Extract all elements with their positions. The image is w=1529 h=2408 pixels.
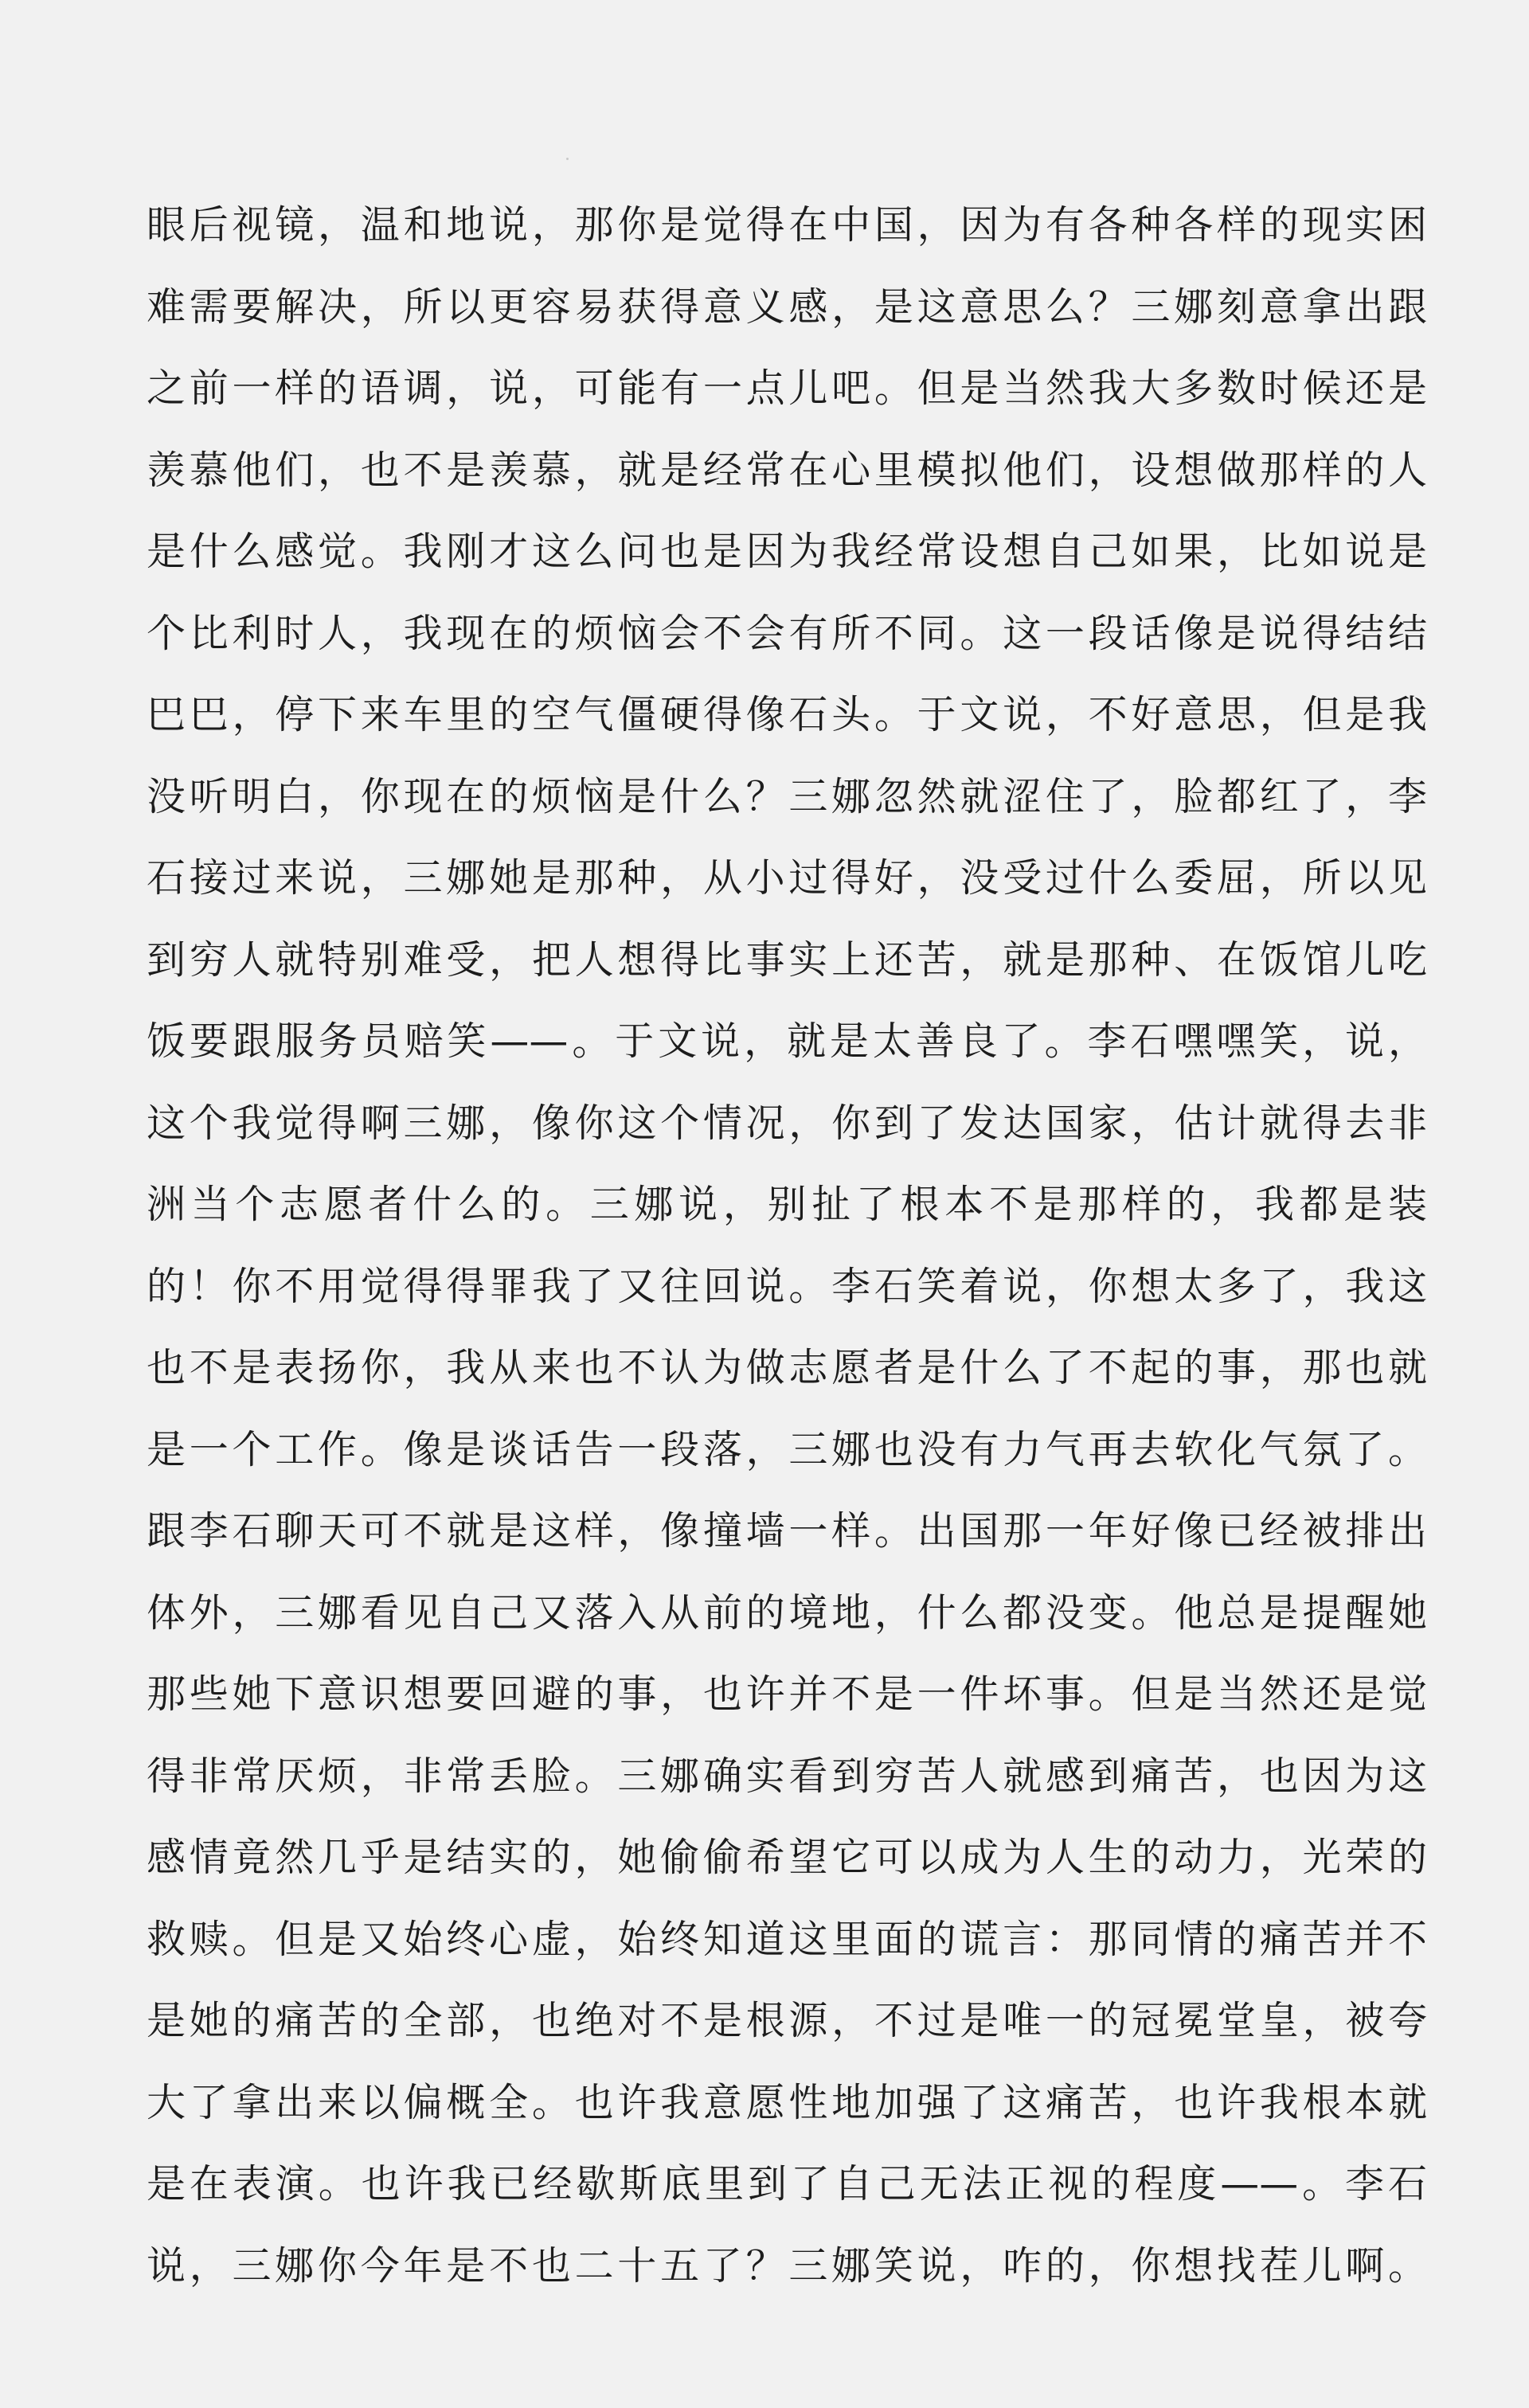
text-line: 跟李石聊天可不就是这样，像撞墙一样。出国那一年好像已经被排出 xyxy=(147,1508,1427,1554)
text-line: 眼后视镜，温和地说，那你是觉得在中国，因为有各种各样的现实困 xyxy=(147,202,1427,248)
text-line: 羡慕他们，也不是羡慕，就是经常在心里模拟他们，设想做那样的人 xyxy=(147,447,1427,493)
text-line: 体外，三娜看见自己又落入从前的境地，什么都没变。他总是提醒她 xyxy=(147,1589,1427,1636)
text-line: 之前一样的语调，说，可能有一点儿吧。但是当然我大多数时候还是 xyxy=(147,366,1427,411)
text-line: 到穷人就特别难受，把人想得比事实上还苦，就是那种、在饭馆儿吃 xyxy=(147,936,1427,983)
text-line: 是她的痛苦的全部，也绝对不是根源，不过是唯一的冠冕堂皇，被夸 xyxy=(147,1998,1427,2043)
paragraph xyxy=(147,185,1427,2307)
text-line: 感情竟然几乎是结实的，她偷偷希望它可以成为人生的动力，光荣的 xyxy=(147,1835,1427,1880)
text-line: 个比利时人，我现在的烦恼会不会有所不同。这一段话像是说得结结 xyxy=(147,610,1427,656)
text-line: 也不是表扬你，我从来也不认为做志愿者是什么了不起的事，那也就 xyxy=(147,1345,1427,1390)
text-line: 饭要跟服务员赔笑——。于文说，就是太善良了。李石嘿嘿笑，说， xyxy=(147,1018,1427,1064)
text-line: 是一个工作。像是谈话告一段落，三娜也没有力气再去软化气氛了。 xyxy=(147,1426,1427,1472)
text-line: 救赎。但是又始终心虚，始终知道这里面的谎言：那同情的痛苦并不 xyxy=(147,1916,1427,1962)
text-line: 大了拿出来以偏概全。也许我意愿性地加强了这痛苦，也许我根本就 xyxy=(147,2079,1427,2125)
text-line: 没听明白，你现在的烦恼是什么？三娜忽然就涩住了，脸都红了，李 xyxy=(147,773,1427,819)
text-line: 是什么感觉。我刚才这么问也是因为我经常设想自己如果，比如说是 xyxy=(147,529,1427,574)
text-line: 洲当个志愿者什么的。三娜说，别扯了根本不是那样的，我都是装 xyxy=(147,1182,1427,1227)
text-line: 石接过来说，三娜她是那种，从小过得好，没受过什么委屈，所以见 xyxy=(147,855,1427,901)
text-line: 得非常厌烦，非常丢脸。三娜确实看到穷苦人就感到痛苦，也因为这 xyxy=(147,1753,1427,1799)
paper-speck xyxy=(566,158,569,160)
text-line: 那些她下意识想要回避的事，也许并不是一件坏事。但是当然还是觉 xyxy=(147,1671,1427,1717)
text-line: 难需要解决，所以更容易获得意义感，是这意思么？三娜刻意拿出跟 xyxy=(147,283,1427,330)
text-line: 说，三娜你今年是不也二十五了？三娜笑说，咋的，你想找茬儿啊。 xyxy=(147,2242,1427,2289)
text-line: 巴巴，停下来车里的空气僵硬得像石头。于文说，不好意思，但是我 xyxy=(147,692,1427,737)
text-line: 这个我觉得啊三娜，像你这个情况，你到了发达国家，估计就得去非 xyxy=(147,1100,1427,1146)
text-line: 是在表演。也许我已经歇斯底里到了自己无法正视的程度——。李石 xyxy=(147,2161,1427,2207)
text-line: 的！你不用觉得得罪我了又往回说。李石笑着说，你想太多了，我这 xyxy=(147,1263,1427,1309)
